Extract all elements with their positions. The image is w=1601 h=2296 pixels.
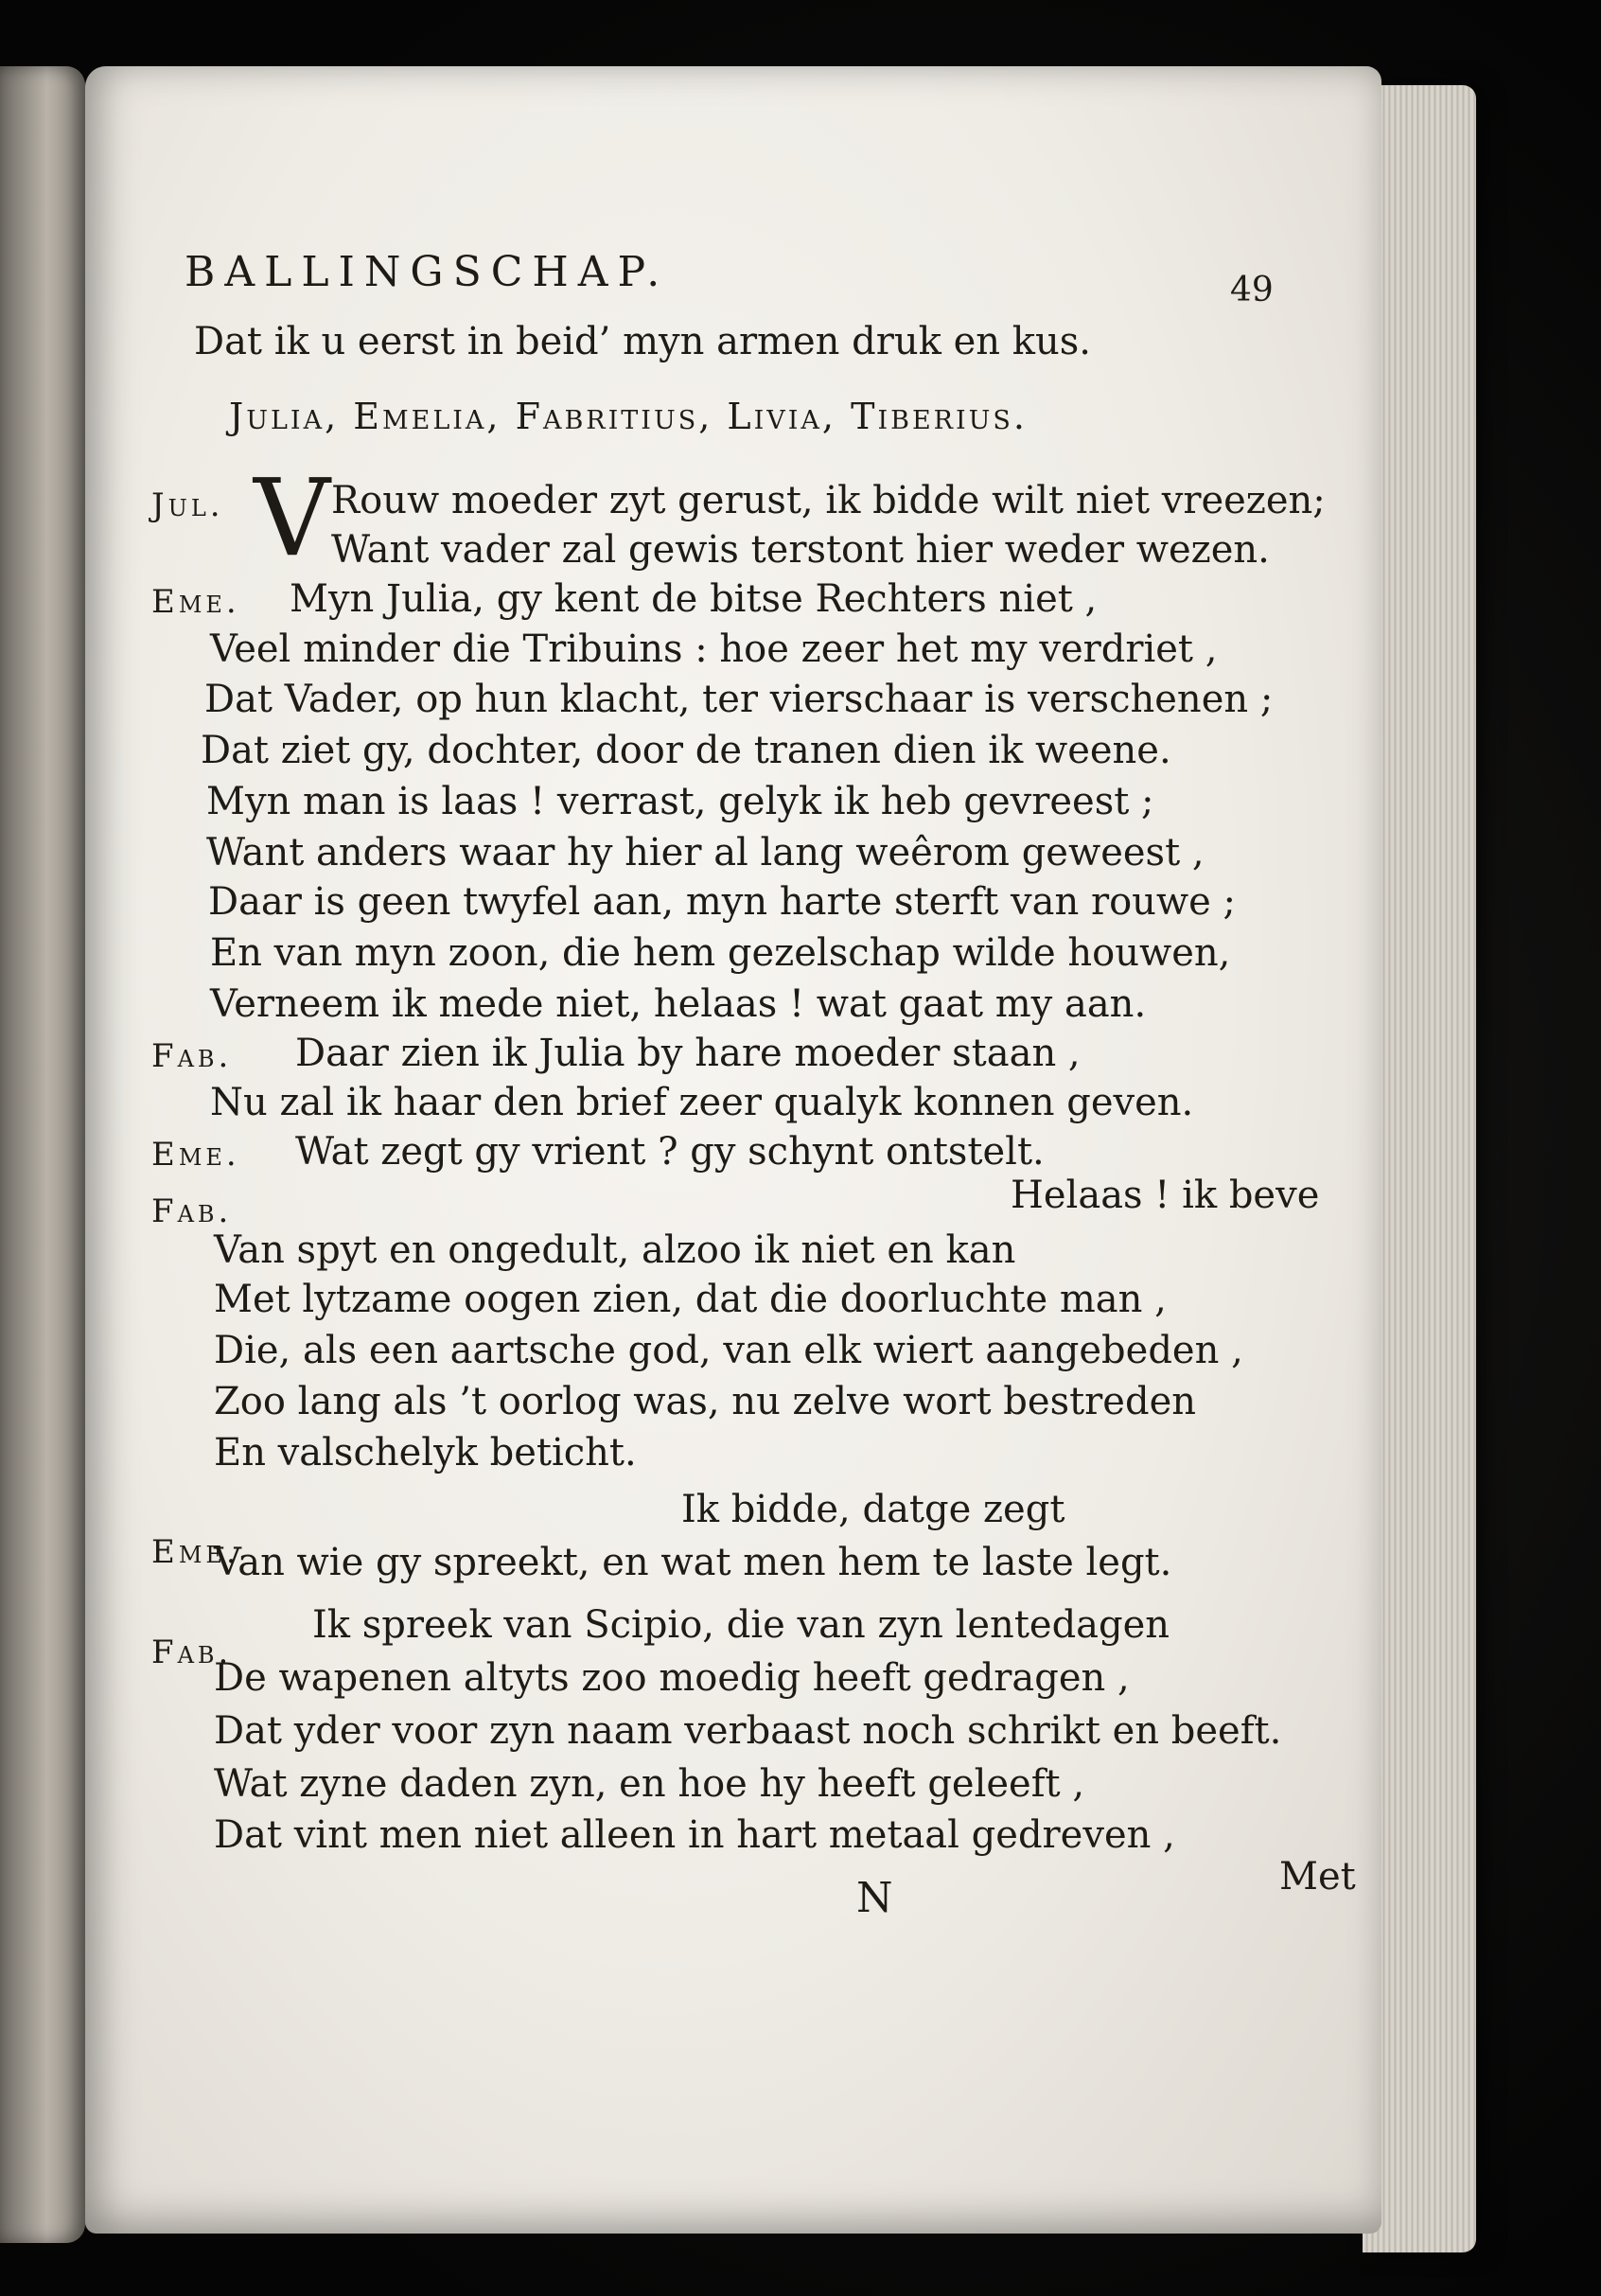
verse-line: Daar zien ik Julia by hare moeder staan , — [295, 1032, 1081, 1075]
verse-line: Dat Vader, op hun klacht, ter vierschaar is verschenen ; — [204, 678, 1274, 721]
verse-line: Ik bidde, datge zegt — [681, 1488, 1065, 1531]
verse-line: Verneem ik mede niet, helaas ! wat gaat my aan. — [210, 982, 1147, 1026]
speaker-fabritius: Fab. — [151, 1037, 233, 1075]
verse-line: Want anders waar hy hier al lang weêrom geweest , — [206, 831, 1205, 874]
verse-line: Veel minder die Tribuins : hoe zeer het my verdriet , — [210, 627, 1218, 671]
verse-line: Myn Julia, gy kent de bitse Rechters niet , — [290, 577, 1098, 621]
page-number: 49 — [1230, 271, 1274, 309]
verse-line: De wapenen altyts zoo moedig heeft gedragen , — [214, 1656, 1130, 1700]
drop-capital: V — [254, 457, 330, 580]
speaker-emelia: Eme. — [151, 1533, 240, 1571]
running-head: BALLINGSCHAP. — [185, 248, 670, 296]
verse-line: Dat yder voor zyn naam verbaast noch schrikt en beeft. — [214, 1709, 1282, 1753]
verse-line: Rouw moeder zyt gerust, ik bidde wilt niet vreezen; — [331, 479, 1326, 522]
verse-line: Zoo lang als ’t oorlog was, nu zelve wort bestreden — [214, 1380, 1197, 1423]
verse-line: Van wie gy spreekt, en wat men hem te laste legt. — [214, 1541, 1172, 1584]
catchword: Met — [1279, 1855, 1356, 1899]
speaker-fabritius: Fab. — [151, 1634, 233, 1671]
carryover-line: Dat ik u eerst in beid’ myn armen druk en kus. — [194, 320, 1091, 363]
verse-line: Dat vint men niet alleen in hart metaal gedreven , — [214, 1813, 1175, 1857]
left-page-edge — [0, 66, 85, 2243]
verse-line: Van spyt en ongedult, alzoo ik niet en kan — [214, 1228, 1016, 1272]
verse-line: Nu zal ik haar den brief zeer qualyk konnen geven. — [210, 1081, 1194, 1124]
verse-line: Want vader zal gewis terstont hier weder wezen. — [331, 528, 1270, 572]
verse-line: Met lytzame oogen zien, dat die doorluchte man , — [214, 1278, 1167, 1321]
speaker-fabritius: Fab. — [151, 1192, 233, 1230]
verse-line: En valschelyk beticht. — [214, 1431, 637, 1475]
speaker-julia: Jul. — [151, 486, 224, 524]
speaker-emelia: Eme. — [151, 1136, 240, 1174]
verse-line: Ik spreek van Scipio, die van zyn lentedagen — [312, 1603, 1170, 1647]
speaker-emelia: Eme. — [151, 583, 240, 621]
verse-line: Helaas ! ik beve — [1011, 1174, 1320, 1217]
verse-line: Wat zegt gy vrient ? gy schynt ontstelt. — [295, 1130, 1045, 1174]
verse-line: Wat zyne daden zyn, en hoe hy heeft geleeft , — [214, 1762, 1085, 1806]
signature-mark: N — [856, 1874, 893, 1922]
scene-cast-list: Julia, Emelia, Fabritius, Livia, Tiberius. — [229, 396, 1028, 437]
verse-line: En van myn zoon, die hem gezelschap wilde houwen, — [210, 931, 1231, 975]
verse-line: Daar is geen twyfel aan, myn harte sterft van rouwe ; — [208, 880, 1237, 924]
verse-line: Dat ziet gy, dochter, door de tranen dien ik weene. — [201, 729, 1171, 772]
verse-line: Myn man is laas ! verrast, gelyk ik heb gevreest ; — [206, 780, 1154, 823]
verse-line: Die, als een aartsche god, van elk wiert aangebeden , — [214, 1329, 1243, 1372]
